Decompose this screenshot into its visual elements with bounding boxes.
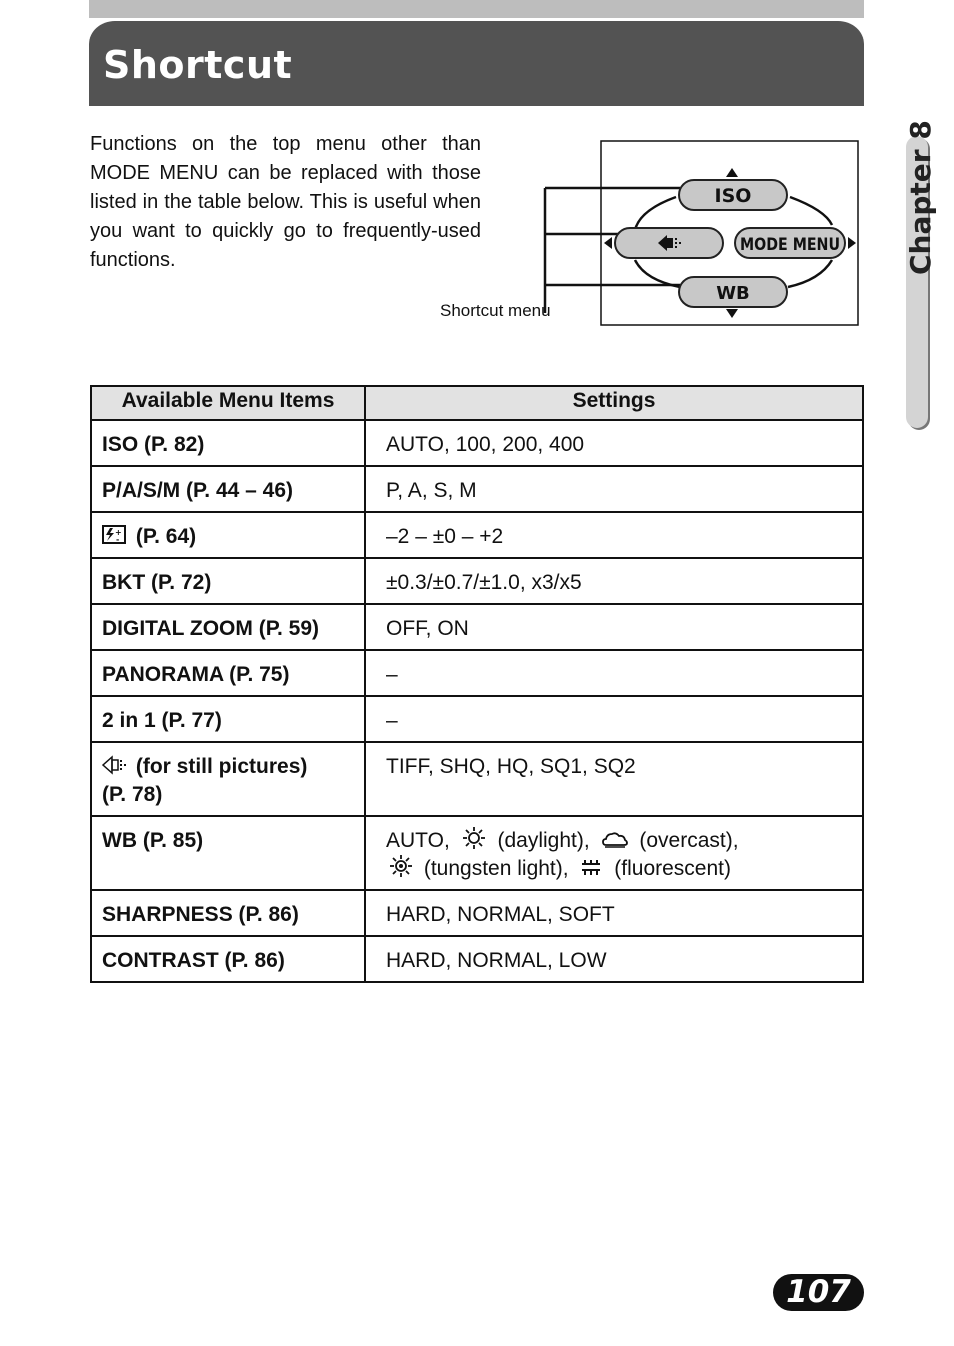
setting-cell: HARD, NORMAL, SOFT [365,890,863,936]
wb-tungsten-text: (tungsten light), [423,857,569,880]
table-row [91,816,863,890]
mode-menu-label: MODE MENU [740,235,840,255]
header-top-strip [89,0,864,18]
table-row [91,466,863,512]
shortcut-menu-diagram [540,135,870,335]
intro-paragraph: Functions on the top menu other than MODE MENU can be replaced with those listed in the table below. This is useful when you want to quickly go to frequently-used functions. [90,133,481,271]
svg-text:+: + [115,528,122,537]
page-number: 107 [773,1274,864,1311]
item-cell: SHARPNESS (P. 86) [91,890,365,936]
column-header-items: Available Menu Items [91,386,365,420]
wb-daylight-text: (daylight), [497,829,590,852]
setting-cell: P, A, S, M [365,466,863,512]
table-header-row [91,386,863,420]
iso-label: ISO [714,185,752,207]
diagram-caption: Shortcut menu [440,301,551,320]
item-label: (P. 64) [135,525,197,548]
item-cell [91,512,365,558]
item-cell: ISO (P. 82) [91,420,365,466]
setting-cell: HARD, NORMAL, LOW [365,936,863,982]
chapter-label: Chapter 8 [904,120,937,275]
svg-text:-: - [116,535,120,544]
table-row [91,696,863,742]
wb-fluorescent-text: (fluorescent) [614,857,731,880]
flash-compensation-icon [102,525,128,545]
item-cell: WB (P. 85) [91,816,365,890]
setting-cell: AUTO, 100, 200, 400 [365,420,863,466]
setting-cell: – [365,650,863,696]
table-row [91,936,863,982]
setting-cell: OFF, ON [365,604,863,650]
setting-cell [365,816,863,890]
table-row [91,742,863,816]
sun-icon [462,827,486,849]
setting-cell: – [365,696,863,742]
bulb-icon [390,855,412,877]
setting-cell: TIFF, SHQ, HQ, SQ1, SQ2 [365,742,863,816]
item-cell: BKT (P. 72) [91,558,365,604]
wb-auto-text: AUTO, [386,829,450,852]
wb-overcast-text: (overcast), [639,829,739,852]
iso-menu-button [679,180,787,210]
item-cell: P/A/S/M (P. 44 – 46) [91,466,365,512]
item-cell: 2 in 1 (P. 77) [91,696,365,742]
table-row [91,890,863,936]
title-bar [89,18,864,106]
wb-label: WB [716,283,750,304]
item-cell: PANORAMA (P. 75) [91,650,365,696]
page-title: Shortcut [103,43,293,87]
record-mode-icon [102,755,128,775]
table-row [91,558,863,604]
mode-menu-button [735,228,845,258]
table-row [91,604,863,650]
setting-cell: –2 – ±0 – +2 [365,512,863,558]
shortcut-items-table [90,385,864,983]
table-row [91,512,863,558]
table-row [91,420,863,466]
column-header-settings: Settings [365,386,863,420]
table-row [91,650,863,696]
item-label: (for still pictures) [135,755,308,778]
item-cell: CONTRAST (P. 86) [91,936,365,982]
item-cell: DIGITAL ZOOM (P. 59) [91,604,365,650]
record-mode-menu-button [615,228,723,258]
item-cell [91,742,365,816]
setting-cell: ±0.3/±0.7/±1.0, x3/x5 [365,558,863,604]
wb-menu-button [679,277,787,307]
item-label-page: (P. 78) [102,783,163,806]
cloud-icon [602,831,628,849]
fluorescent-icon [580,859,602,877]
